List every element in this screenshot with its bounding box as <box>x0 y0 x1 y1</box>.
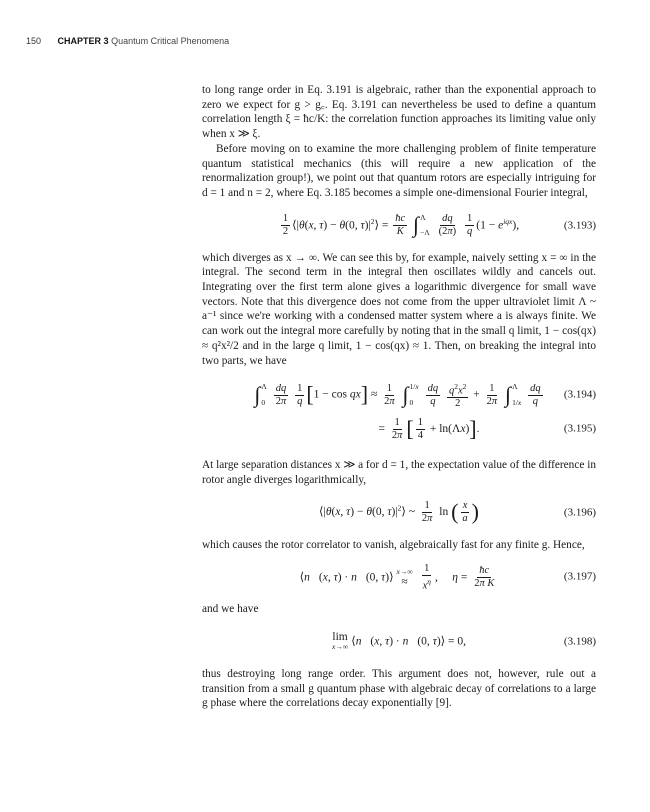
page-number: 150 <box>26 36 42 46</box>
equation-3194-expression: ∫ Λ 0 $\frac{dq}{2\pi}$ $\frac{1}{q}$ [1 − cos qx] ≈ $\frac{1}{2\pi}$ ∫ 1/x 0 $\frac{dq}{q}$ $\frac{q^2x^2}{2}$ + $\frac{1}{2\pi}$ ∫ Λ 1/x $\frac{dq}{q}$ <box>254 381 541 409</box>
equation-3197 <box>202 562 596 592</box>
equation-number-3198: (3.198) <box>563 635 596 648</box>
paragraph-6: and we have <box>202 603 259 616</box>
paragraph-2: Before moving on to examine the more challenging problem of finite temperature quantum statistical mechanics (this will require a new application of the renormalization group!), we point out that quantum rotors are especially intriguing for d = 1 and n = 2, where Eq. 3.185 becomes a simple one-dimensional Fourier integral, <box>202 142 596 199</box>
paragraph-7: thus destroying long range order. This argument does not, however, rule out a transition from a small g quantum phase with algebraic decay of correlations to a large g phase where the correlations decay exponentially [9]. <box>202 668 596 710</box>
equation-3196-expression: ⟨|θ(x, τ) − θ(0, $\tau)|^2⟩$ ~ $\frac{1}{2\pi}$ ln ( $\frac{x}{a}$ ) <box>319 499 479 525</box>
equation-3196 <box>202 498 596 528</box>
chapter-label: CHAPTER 3 <box>57 36 109 46</box>
body-text <box>202 83 596 711</box>
equation-number-3195: (3.195) <box>563 422 596 435</box>
chapter-title: Quantum Critical Phenomena <box>111 36 230 46</box>
equation-3198-expression: lim x→∞ ⟨n⃗(x, τ) · n⃗(0, τ)⟩ = 0, <box>331 631 466 652</box>
equation-3193 <box>202 211 596 241</box>
running-head <box>26 36 626 46</box>
paragraph-3: which diverges as x → ∞. We can see this by, for example, naively setting x = ∞ in the integral. The second term in the integral then oscillates wildly and cancels out. Integrating over the first term alone gives a logarithmic divergence for small wave vectors. Note that this divergence does not come from the upper ultraviolet limit Λ ~ a⁻¹ since we're working with a condensed matter system where a is always finite. We can work out the integral more carefully by noting that in the small q limit, 1 − cos(qx) ≈ q²x²/2 and in the large q limit, 1 − cos(qx) ≈ 1. Then, on breaking the integral into two parts, we have <box>202 251 596 367</box>
equation-3194 <box>202 380 596 410</box>
equation-3193-expression: $\frac{1}{2}$ ⟨|θ(x, τ) − θ(0, $\tau)|^2⟩$ = $\frac{ħc}{K}$ ∫ Λ −Λ $\frac{dq}{(2\pi)}$ $\frac{1}{q}$ $(1 - e^{iqx})$, <box>282 212 520 238</box>
equation-number-3193: (3.193) <box>563 219 596 232</box>
equation-3195 <box>202 414 596 444</box>
paragraph-4: At large separation distances x ≫ a for d = 1, the expectation value of the difference in rotor angle diverges logarithmically, <box>202 459 596 486</box>
equation-3198 <box>202 627 596 657</box>
equation-number-3197: (3.197) <box>563 571 596 584</box>
paragraph-1: to long range order in Eq. 3.191 is algebraic, rather than the exponential approach to zero we expect for g > g꜀. Eq. 3.191 can nevertheless be used to define a quantum correlation length ξ = ħc/K: the correlation function approaches its limiting value only when x ≫ ξ. <box>202 84 596 141</box>
equation-number-3194: (3.194) <box>563 388 596 401</box>
equation-3197-expression: ⟨n⃗(x, τ) · n⃗(0, τ)⟩ x→∞ ≈ $\frac{1}{x^\eta}$ , η = $\frac{ħc}{\text{2π K}}$ <box>299 562 495 592</box>
equation-3195-expression: = $\frac{1}{2\pi}$ [ $\frac{1}{4}$ + ln(Λx)]. <box>378 415 480 441</box>
paragraph-5: which causes the rotor correlator to vanish, algebraically fast for any finite g. Hence, <box>202 538 585 551</box>
equation-number-3196: (3.196) <box>563 506 596 519</box>
